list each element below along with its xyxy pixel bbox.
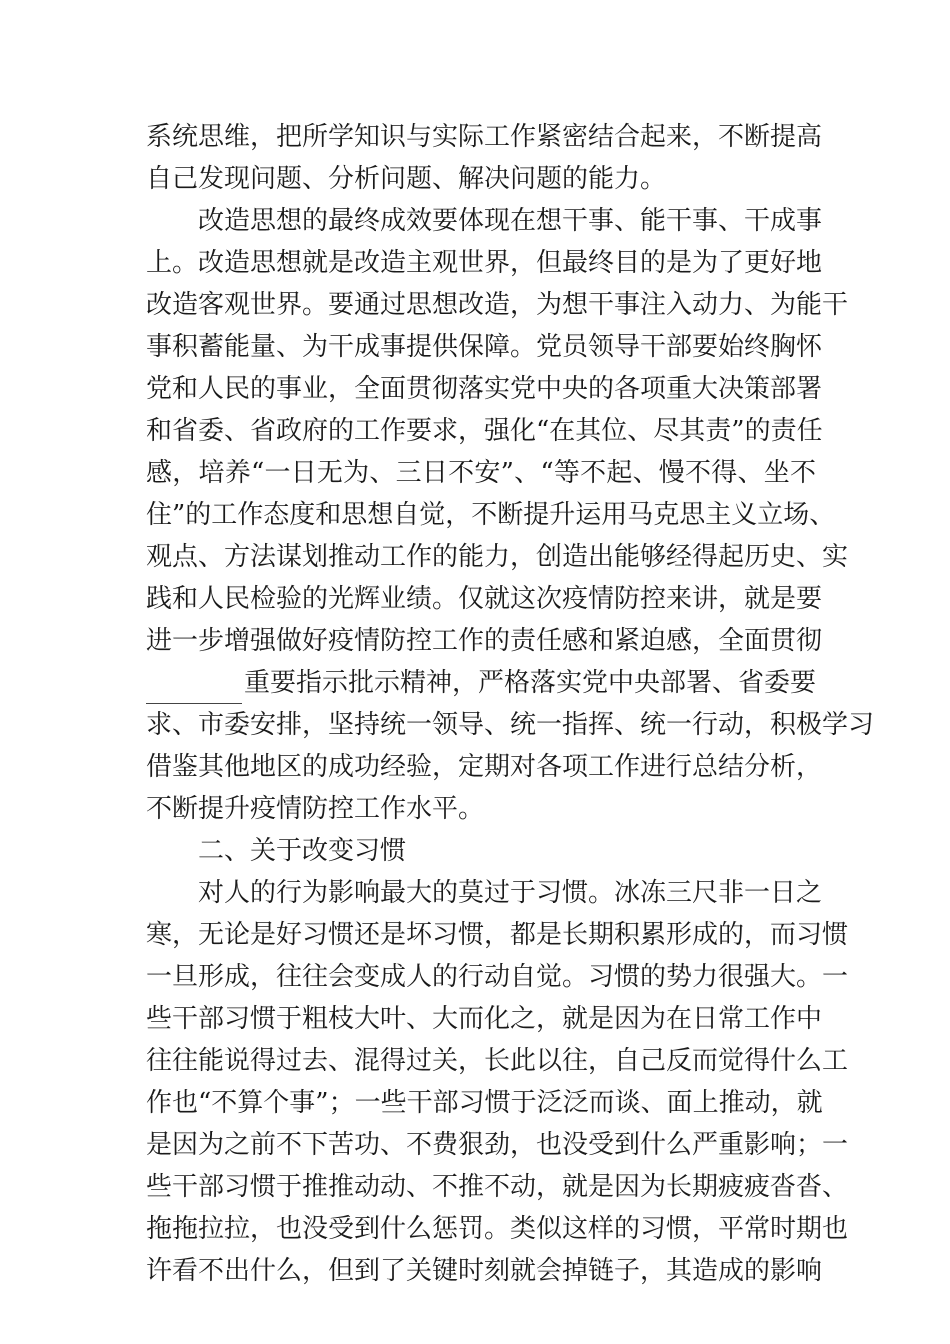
text-line: 借鉴其他地区的成功经验，定期对各项工作进行总结分析， <box>146 752 823 782</box>
text-line: 和省委、省政府的工作要求，强化“在其位、尽其责”的责任 <box>146 416 823 446</box>
text-line: 往往能说得过去、混得过关，长此以往，自己反而觉得什么工 <box>146 1046 849 1076</box>
text-line: 寒，无论是好习惯还是坏习惯，都是长期积累形成的，而习惯 <box>146 920 849 950</box>
section-heading: 二、关于改变习惯 <box>198 836 407 866</box>
text-line: 上。改造思想就是改造主观世界，但最终目的是为了更好地 <box>146 248 823 278</box>
paragraph-first-line: 改造思想的最终成效要体现在想干事、能干事、干成事 <box>198 206 823 236</box>
text-line: 观点、方法谋划推动工作的能力，创造出能够经得起历史、实 <box>146 542 849 572</box>
text-line: 求、市委安排，坚持统一领导、统一指挥、统一行动，积极学习 <box>146 710 875 740</box>
paragraph-first-line: 对人的行为影响最大的莫过于习惯。冰冻三尺非一日之 <box>198 878 823 908</box>
body-text <box>146 116 875 1292</box>
redacted-blank <box>146 673 242 704</box>
text-line: 不断提升疫情防控工作水平。 <box>146 794 485 824</box>
text-line: 拖拖拉拉，也没受到什么惩罚。类似这样的习惯，平常时期也 <box>146 1214 849 1244</box>
text-line: 作也“不算个事”；一些干部习惯于泛泛而谈、面上推动，就 <box>146 1088 823 1118</box>
text-line: 些干部习惯于推推动动、不推不动，就是因为长期疲疲沓沓、 <box>146 1172 849 1202</box>
text-line: 改造客观世界。要通过思想改造，为想干事注入动力、为能干 <box>146 290 849 320</box>
text-line: 党和人民的事业，全面贯彻落实党中央的各项重大决策部署 <box>146 374 823 404</box>
text-line: 事积蓄能量、为干成事提供保障。党员领导干部要始终胸怀 <box>146 332 823 362</box>
text-line: 自己发现问题、分析问题、解决问题的能力。 <box>146 164 667 194</box>
text-line: 感，培养“一日无为、三日不安”、“等不起、慢不得、坐不 <box>146 458 816 488</box>
text-line: 住”的工作态度和思想自觉，不断提升运用马克思主义立场、 <box>146 500 836 530</box>
text-line: 系统思维，把所学知识与实际工作紧密结合起来，不断提高 <box>146 122 823 152</box>
text-line: 一旦形成，往往会变成人的行动自觉。习惯的势力很强大。一 <box>146 962 849 992</box>
text-line-with-blank <box>146 662 816 704</box>
text-line: 践和人民检验的光辉业绩。仅就这次疫情防控来讲，就是要 <box>146 584 823 614</box>
text-fragment: 重要指示批示精神，严格落实党中央部署、省委要 <box>244 668 817 698</box>
text-line: 些干部习惯于粗枝大叶、大而化之，就是因为在日常工作中 <box>146 1004 823 1034</box>
text-line: 许看不出什么，但到了关键时刻就会掉链子，其造成的影响 <box>146 1256 823 1286</box>
text-line: 进一步增强做好疫情防控工作的责任感和紧迫感，全面贯彻 <box>146 626 823 656</box>
text-line: 是因为之前不下苦功、不费狠劲，也没受到什么严重影响；一 <box>146 1130 849 1160</box>
